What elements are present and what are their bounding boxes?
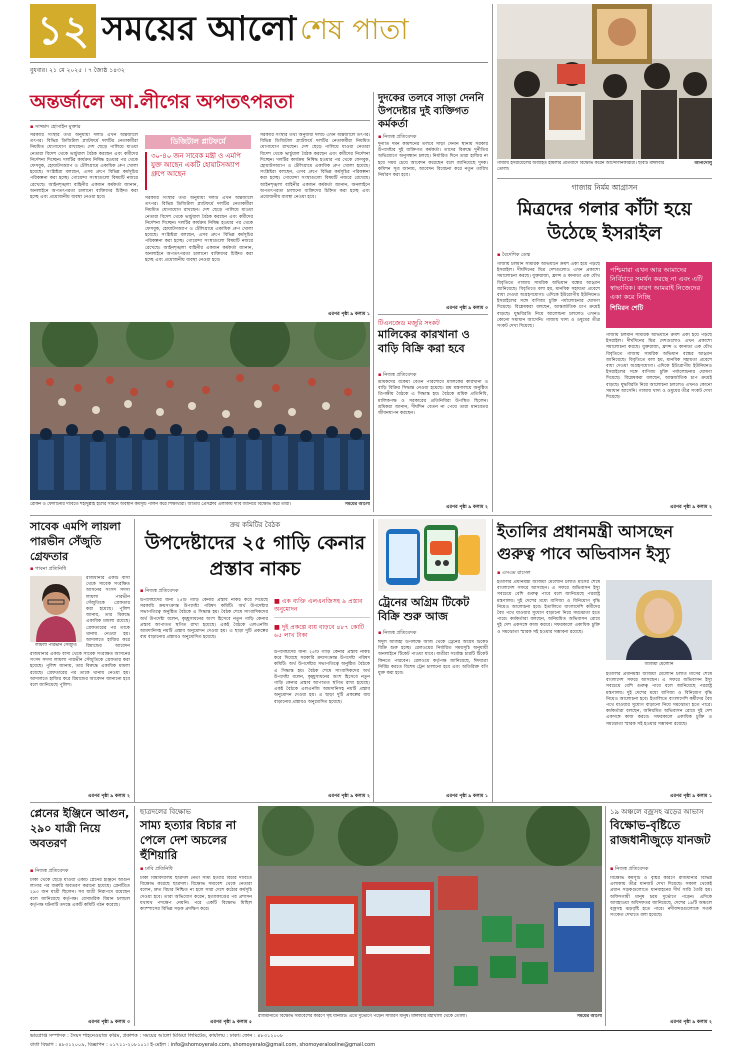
byline-bullet-icon: ▪ — [140, 588, 144, 594]
cars-body-col2: উপদেষ্টাদের জন্য ২৫টি গাড়ি কেনার প্রস্তাব নাকচ করে দিয়েছে সরকারি ক্রয়সংক্রান্ত উপদেষ্টা পরিষদ কমিটি। অর্থ উপদেষ্টার সভাপতিত্বে অনুষ্ঠিত বৈঠকে এ সিদ্ধান্ত হয়। বৈঠক শেষে সাংবাদিকদের অর্থ উপদেষ্টা বলেন, কৃচ্ছ্রসাধনের অংশ হিসেবে নতুন গাড়ি কেনার প্রস্তাব আপাতত স্থগিত রাখা হয়েছে। একই বৈঠকে এলএনজি আমদানিসহ নয়টি প্রস্তাব অনুমোদন দেওয়া হয়। এ ছাড়া দুটি প্রকল্পের ব্যয় বাড়ানোর প্রস্তাবও অনুমোদিত হয়েছে। — [274, 650, 370, 705]
lead-continued: এরপর পৃষ্ঠা ৯ কলাম ১ — [328, 312, 370, 317]
protest-continued: এরপর পৃষ্ঠা ৯ কলাম ৫ — [210, 1020, 252, 1025]
plane-byline-text: নিজস্ব প্রতিবেদক — [34, 868, 69, 874]
italy-portrait — [606, 580, 712, 660]
gaza-byline-text: বৈদেশিক ডেস্ক — [501, 252, 531, 258]
traffic-photo — [258, 806, 602, 1012]
lead-callout: ৩০-৪০ জন সাবেক মন্ত্রী ও এমপি যুক্ত আছেন একটি হোয়াটসঅ্যাপ গ্রুপে আছেন — [145, 152, 251, 190]
cars-byline-text: নিজস্ব প্রতিবেদক — [144, 588, 179, 594]
gaza-body-col1: গাজায় চলমান সামরিক অভিযানে ক্রমশ একা হয়ে পড়ছে ইসরাইল। দীর্ঘদিনের মিত্র দেশগুলোও এখন প্রকাশ্যে সমালোচনা করছে। যুক্তরাজ্য, ফ্রান্স ও কানাডা এক যৌথ বিবৃতিতে গাজায় সামরিক অভিযান বন্ধের আহ্বান জানিয়েছে। বিবৃতিতে বলা হয়, মানবিক সহায়তা প্রবেশে বাধা দেওয়া অগ্রহণযোগ্য। এদিকে ইউরোপীয় ইউনিয়নও ইসরাইলের সঙ্গে বাণিজ্য চুক্তি পর্যালোচনার ঘোষণা দিয়েছে। বিশ্লেষকরা বলছেন, আন্তর্জাতিক চাপ ক্রমেই বাড়ছে। যুদ্ধবিরতি নিয়ে আলোচনা চললেও এখনও কোনো সমাধান আসেনি। গাজায় খাদ্য ও ওষুধের তীব্র সংকট দেখা দিয়েছে। — [497, 262, 600, 330]
lead-photo-caption: রোকন ও ফেলানোর দাবিতে শহীদুল্লাহ হলের সামনে অবস্থান কর্মসূচি পালন করে শিক্ষার্থীরা। জাতীয় প্রেসক্লাব এলাকায় দাবি জানিয়ে বিক্ষোভ করে তারা। — [30, 502, 291, 507]
train-ticket-graphic — [378, 519, 486, 591]
train-continued: এরপর পৃষ্ঠা ৯ কলাম ১ — [446, 794, 488, 799]
mp-headline: সাবেক এমপি লায়লা পারভীন সেঁজুতি গ্রেফতার — [30, 520, 121, 563]
byline-bullet-icon: ▪ — [140, 866, 144, 872]
mid-page-rule — [30, 515, 712, 516]
mp-photo-label: লায়লা পারভীন সেঁজুতি — [35, 643, 77, 648]
mp-byline-text: পাবনা প্রতিনিধি — [34, 566, 67, 572]
rain-continued: এরপর পৃষ্ঠা ৯ কলাম ২ — [670, 1020, 712, 1025]
masthead — [0, 0, 492, 90]
bullet-square-icon: ■ — [274, 624, 280, 631]
rain-kicker: ১৯ অঞ্চলে বজ্রসহ ঝড়ের আভাস — [610, 808, 704, 816]
lead-tag-box: ডিজিটাল প্লাটফর্মে — [145, 135, 251, 149]
rain-divider — [605, 806, 606, 1026]
gaza-kicker: গাজায় নির্মম আগ্রাসন — [571, 183, 638, 192]
gaza-continued: এরপর পৃষ্ঠা ৯ কলাম ২ — [670, 505, 712, 510]
footer-imprint-line1: ভারপ্রাপ্ত সম্পাদক : সৈয়দ শাহনেওয়াজ করিম, প্রকাশক : সময়ের আলো মিডিয়া লিমিটেড, কার্যালয় : ঢাকা। ফোন : ৪৮৩১২০০৮ — [30, 1033, 284, 1039]
cars-kicker: ক্রয় কমিটির বৈঠক — [229, 521, 281, 529]
tickets-body: শ্রমিকদের বকেয়া বেতন পরিশোধে মালিকের কারখানা ও বাড়ি বিক্রির সিদ্ধান্ত নেওয়া হয়েছে। শ্রম মন্ত্রণালয়ে অনুষ্ঠিত ত্রিপক্ষীয় বৈঠকে এ সিদ্ধান্ত হয়। বৈঠকে শ্রমিক প্রতিনিধি, মালিকপক্ষ ও সরকারের প্রতিনিধিরা উপস্থিত ছিলেন। শ্রমিকরা জানান, দীর্ঘদিন বেতন না পেয়ে তারা মানবেতর জীবনযাপন করছেন। — [378, 380, 488, 417]
rain-headline: বিক্ষোভ-বৃষ্টিতে রাজধানীজুড়ে যানজট — [610, 818, 711, 847]
protest-headline: সাম্য হত্যার বিচার না পেলে দেশ অচলের হুঁশিয়ারি — [140, 818, 237, 862]
train-byline-text: নিজস্ব প্রতিবেদক — [382, 630, 417, 636]
byline-bullet-icon: ▪ — [30, 566, 34, 572]
rain-byline — [610, 866, 648, 874]
tickets-kicker: টিএনজেড মজুরি সংকট — [378, 319, 440, 327]
byline-bullet-icon: ▪ — [378, 372, 382, 378]
tickets-byline — [378, 372, 416, 380]
lead-byline-text: সাজ্জাদ হোসাইন মুক্তার — [34, 124, 81, 130]
protest-body: ঢাকা বিশ্ববিদ্যালয় ছাত্রদল নেতা সাম্য হত্যার বিচার দাবিতে বিক্ষোভ করেছে ছাত্রদল। বিক্ষোভ সমাবেশ থেকে নেতারা বলেন, দ্রুত বিচার নিশ্চিত না হলে সারা দেশে কঠোর কর্মসূচি দেওয়া হবে। তারা অভিযোগ করেন, হত্যাকাণ্ডের পর প্রশাসন যথাযথ পদক্ষেপ নেয়নি। পরে একটি বিক্ষোভ মিছিল ক্যাম্পাসের বিভিন্ন সড়ক প্রদক্ষিণ করে। — [140, 876, 252, 913]
cars-bullet-1-text: এক ব্যক্তি এলএনজিসহ ৯ প্রস্তাব অনুমোদন — [274, 598, 363, 613]
traffic-photo-credit: সময়ের আলো — [576, 1014, 602, 1019]
lead-headline: অন্তর্জালে আ.লীগের অপতৎপরতা — [30, 91, 294, 113]
lead-photo-crowd — [30, 322, 370, 500]
plane-body: ঢাকা থেকে ছেড়ে যাওয়া একটি প্লেনের ইঞ্জিনে আগুন লাগার পর জরুরি অবতরণ করানো হয়েছে। প্লেনটিতে ২৯০ জন যাত্রী ছিলেন। সব যাত্রী নিরাপদে রয়েছেন বলে জানিয়েছে কর্তৃপক্ষ। বেসামরিক বিমান চলাচল কর্তৃপক্ষ ঘটনাটি তদন্তে একটি কমিটি গঠন করেছে। — [30, 878, 130, 908]
gaza-rule — [497, 178, 712, 179]
protest-byline-text: ঢাবি প্রতিনিধি — [144, 866, 173, 872]
masthead-rule — [30, 62, 488, 63]
italy-headline: ইতালির প্রধানমন্ত্রী আসছেন গুরুত্ব পাবে অভিবাসন ইস্যু — [497, 522, 673, 563]
train-headline: ট্রেনের অগ্রিম টিকেট বিক্রি শুরু আজ — [378, 596, 470, 623]
plane-byline — [30, 868, 68, 876]
col-divider-right — [492, 4, 493, 512]
byline-bullet-icon: ▪ — [30, 868, 34, 874]
traffic-jam-image — [258, 806, 602, 1012]
dudok-rule — [378, 314, 488, 315]
footer-rule — [30, 1030, 712, 1031]
lead-byline — [30, 124, 81, 132]
cars-byline — [140, 588, 178, 596]
lower-page-rule — [30, 802, 712, 803]
cars-body-col1: উপদেষ্টাদের জন্য ২৫টি গাড়ি কেনার প্রস্তাব নাকচ করে দিয়েছে সরকারি ক্রয়সংক্রান্ত উপদেষ্টা পরিষদ কমিটি। অর্থ উপদেষ্টার সভাপতিত্বে অনুষ্ঠিত বৈঠকে এ সিদ্ধান্ত হয়। বৈঠক শেষে সাংবাদিকদের অর্থ উপদেষ্টা বলেন, কৃচ্ছ্রসাধনের অংশ হিসেবে নতুন গাড়ি কেনার প্রস্তাব আপাতত স্থগিত রাখা হয়েছে। একই বৈঠকে এলএনজি আমদানিসহ নয়টি প্রস্তাব অনুমোদন দেওয়া হয়। এ ছাড়া দুটি প্রকল্পের ব্যয় বাড়ানোর প্রস্তাবও অনুমোদিত হয়েছে। — [140, 598, 268, 641]
protest-divider — [134, 806, 135, 1026]
mp-portrait — [30, 576, 82, 642]
gaza-byline — [497, 252, 530, 260]
protest-kicker: ছাত্রদলের বিক্ষোভ — [140, 808, 191, 816]
train-ticket-icon — [378, 519, 486, 591]
col-divider-left — [373, 92, 374, 512]
traffic-photo-caption: রাজধানীতে বিক্ষোভ সমাবেশের কারণে সৃষ্ট যানজট। এতে দুর্ভোগে পড়েন সাধারণ মানুষ। মঙ্গলবার মহাখালী থেকে তোলা। — [258, 1014, 467, 1019]
protest-byline — [140, 866, 173, 874]
paper-name: সময়ের আলো — [102, 9, 297, 49]
gaza-photo-caption: গাজায় ইসরায়েলের অব্যাহত হামলার প্রতিবাদে বিক্ষোভ করেন আন্দোলনকারীরা। ছবিটি মঙ্গলবার তোলা। — [497, 161, 665, 172]
date-line: বুধবার। ২১ মে ২০২৫ । ৭ জ্যৈষ্ঠ ১৪৩২ — [30, 67, 125, 74]
byline-bullet-icon: ▪ — [378, 134, 382, 140]
lead-photo-credit: সময়ের আলো — [344, 502, 370, 507]
byline-bullet-icon: ▪ — [497, 252, 501, 258]
mp-continued: এরপর পৃষ্ঠা ৯ কলাম ২ — [88, 794, 130, 799]
dudok-continued: এরপর পৃষ্ঠা ৯ কলাম ৩ — [446, 306, 488, 311]
gaza-quote-box — [606, 262, 712, 328]
cars-continued: এরপর পৃষ্ঠা ৯ কলাম ২ — [328, 794, 370, 799]
dudok-body: দুর্নীতি দমন কমিশনের তলবে সাড়া দেননি স্থানীয় সরকার উপদেষ্টার দুই ব্যক্তিগত কর্মকর্তা। তাদের বিরুদ্ধে দুর্নীতির অভিযোগে অনুসন্ধান চলছে। নির্ধারিত দিনে তারা হাজির না হয়ে সময় চেয়ে আবেদন করেছেন বলে জানিয়েছে দুদক। কমিশন সূত্র জানায়, আবেদন বিবেচনা করে নতুন তারিখ নির্ধারণ করা হবে। — [378, 142, 488, 179]
gaza-protest-image — [497, 4, 712, 159]
footer-imprint-line2: বার্তা বিভাগ : ৪৮৩১২০০৯, বিজ্ঞাপন : ০১৭১১-২০৮১০১। ই-মেইল : info@shomoyeralo.com, shomoyeralo@gmail.com, shomoyeralooline@gmail.com — [30, 1042, 376, 1048]
byline-bullet-icon: ▪ — [378, 630, 382, 636]
italy-divider — [492, 519, 493, 802]
train-byline — [378, 630, 416, 638]
italy-byline — [497, 570, 531, 578]
lead-headline-rule — [30, 120, 370, 121]
dudok-headline: দুদকের তলবে সাড়া দেননি উপদেষ্টার দুই ব্যক্তিগত কর্মকর্তা — [378, 93, 484, 130]
tickets-byline-text: নিজস্ব প্রতিবেদক — [382, 372, 417, 378]
cars-bullet-1 — [274, 598, 370, 618]
cars-divider — [134, 519, 135, 802]
byline-bullet-icon: ▪ — [497, 570, 501, 576]
lead-body-col2: সরকারি সংস্থার তথ্য অনুযায়ী দলটি এখন অন্তর্জালে তৎপর। বিভিন্ন ডিজিটাল প্ল্যাটফর্মে দলটির নেতাকর্মীরা নিয়মিত যোগাযোগ রাখছেন। দেশ ছেড়ে পালিয়ে যাওয়া নেতারা বিদেশ থেকে ভার্চুয়াল বৈঠক করছেন এবং কর্মীদের নির্দেশনা দিচ্ছেন। দলটির কার্যক্রম নিষিদ্ধ হওয়ার পর থেকে ফেসবুক, হোয়াটসঅ্যাপ ও টেলিগ্রামে একাধিক গ্রুপ খোলা হয়েছে। সংশ্লিষ্টরা বলছেন, এসব গ্রুপে বিভিন্ন কর্মসূচির পরিকল্পনা করা হচ্ছে। গোয়েন্দা সংস্থাগুলো বিষয়টি নজরে রেখেছে। আইনশৃঙ্খলা বাহিনীর একজন কর্মকর্তা জানান, অনলাইনে অপতৎপরতা চালানো ব্যক্তিদের চিহ্নিত করা হচ্ছে এবং প্রয়োজনীয় ব্যবস্থা নেওয়া হবে। — [145, 196, 253, 264]
italy-byline-text: এসএম রাসেল — [501, 570, 531, 576]
byline-bullet-icon: ▪ — [30, 124, 34, 130]
lead-body-col3: সরকারি সংস্থার তথ্য অনুযায়ী দলটি এখন অন্তর্জালে তৎপর। বিভিন্ন ডিজিটাল প্ল্যাটফর্মে দলটির নেতাকর্মীরা নিয়মিত যোগাযোগ রাখছেন। দেশ ছেড়ে পালিয়ে যাওয়া নেতারা বিদেশ থেকে ভার্চুয়াল বৈঠক করছেন এবং কর্মীদের নির্দেশনা দিচ্ছেন। দলটির কার্যক্রম নিষিদ্ধ হওয়ার পর থেকে ফেসবুক, হোয়াটসঅ্যাপ ও টেলিগ্রামে একাধিক গ্রুপ খোলা হয়েছে। সংশ্লিষ্টরা বলছেন, এসব গ্রুপে বিভিন্ন কর্মসূচির পরিকল্পনা করা হচ্ছে। গোয়েন্দা সংস্থাগুলো বিষয়টি নজরে রেখেছে। আইনশৃঙ্খলা বাহিনীর একজন কর্মকর্তা জানান, অনলাইনে অপতৎপরতা চালানো ব্যক্তিদের চিহ্নিত করা হচ্ছে এবং প্রয়োজনীয় ব্যবস্থা নেওয়া হবে। — [260, 133, 370, 201]
cars-bullet-2-text: দুই প্রকল্পে ব্যয় বাড়বে ৪৮৭ কোটি ৬৫ লাখ টাকা — [274, 624, 365, 639]
train-body: ঈদুল আজহা উপলক্ষে আজ থেকে ট্রেনের অগ্রিম টিকেট বিক্রি শুরু হচ্ছে। রেলওয়ের নির্ধারিত সময়সূচি অনুযায়ী অনলাইনে টিকেট পাওয়া যাবে। যাত্রীরা সর্বোচ্চ চারটি টিকেট কিনতে পারবেন। রেলওয়ে কর্তৃপক্ষ জানিয়েছে, ঈদযাত্রা নির্বিঘ্ন করতে বিশেষ ট্রেন চালানো হবে এবং অতিরিক্ত বগি যুক্ত করা হবে। — [378, 640, 488, 677]
gaza-photo-credit: আনাদোলু — [694, 161, 712, 166]
cars-headline: উপদেষ্টাদের ২৫ গাড়ি কেনার প্রস্তাব নাকচ — [144, 532, 366, 580]
crowd-image — [30, 322, 370, 500]
mp-body-a: রাজধানীর একটি বাসা থেকে সাবেক সংরক্ষিত আসনের সংসদ সদস্য লায়লা পারভীন সেঁজুতিকে গ্রেফতার করা হয়েছে। পুলিশ জানায়, তার বিরুদ্ধে একাধিক মামলা রয়েছে। গ্রেফতারের পর তাকে থানায় নেওয়া হয়। আদালতে হাজির করে রিমান্ডের আবেদন — [86, 576, 130, 650]
mp-body-b: রাজধানীর একটি বাসা থেকে সাবেক সংরক্ষিত আসনের সংসদ সদস্য লায়লা পারভীন সেঁজুতিকে গ্রেফতার করা হয়েছে। পুলিশ জানায়, তার বিরুদ্ধে একাধিক মামলা রয়েছে। গ্রেফতারের পর তাকে থানায় নেওয়া হয়। আদালতে হাজির করে রিমান্ডের আবেদন জানানো হবে বলে জানিয়েছে পুলিশ। — [30, 652, 130, 689]
gaza-headline: মিত্রদের গলার কাঁটা হয়ে উঠেছে ইসরাইল — [517, 199, 692, 244]
gaza-body-col2: গাজায় চলমান সামরিক অভিযানে ক্রমশ একা হয়ে পড়ছে ইসরাইল। দীর্ঘদিনের মিত্র দেশগুলোও এখন প্রকাশ্যে সমালোচনা করছে। যুক্তরাজ্য, ফ্রান্স ও কানাডা এক যৌথ বিবৃতিতে গাজায় সামরিক অভিযান বন্ধের আহ্বান জানিয়েছে। বিবৃতিতে বলা হয়, মানবিক সহায়তা প্রবেশে বাধা দেওয়া অগ্রহণযোগ্য। এদিকে ইউরোপীয় ইউনিয়নও ইসরাইলের সঙ্গে বাণিজ্য চুক্তি পর্যালোচনার ঘোষণা দিয়েছে। বিশ্লেষকরা বলছেন, আন্তর্জাতিক চাপ ক্রমেই বাড়ছে। যুদ্ধবিরতি নিয়ে আলোচনা চললেও এখনও কোনো সমাধান আসেনি। গাজায় খাদ্য ও ওষুধের তীব্র সংকট দেখা দিয়েছে। — [606, 333, 712, 401]
gaza-quote-text: পশ্চিমারা এখন আর আমাদের নির্বিচারে সমর্থন করছে না এবং এটি স্বাভাবিক। কারণ আমরাই নিজেদের একা করে নিচ্ছি — [610, 266, 703, 301]
italy-continued: এরপর পৃষ্ঠা ৯ কলাম ১ — [670, 794, 712, 799]
mp-portrait-image — [30, 576, 82, 642]
page-number-badge: ১২ — [30, 4, 96, 58]
tickets-headline: মালিকের কারখানা ও বাড়ি বিক্রি করা হবে — [378, 328, 470, 355]
plane-continued: এরপর পৃষ্ঠা ৯ কলাম ৩ — [88, 1020, 130, 1025]
italy-body-col2: ইতালির প্রধানমন্ত্রী জর্জিয়া মেলোনি চলতি মাসের শেষে বাংলাদেশ সফরে আসছেন। এ সফরে অভিবাসন ইস্যু সবচেয়ে বেশি গুরুত্ব পাবে বলে জানিয়েছে পররাষ্ট্র মন্ত্রণালয়। দুই দেশের মধ্যে বাণিজ্য ও বিনিয়োগ বৃদ্ধি নিয়েও আলোচনা হবে। ইতালিতে বাংলাদেশি কর্মীদের বৈধ পথে যাওয়ার সুযোগ বাড়ানো নিয়ে সমঝোতা হতে পারে। কর্মকর্তারা বলছেন, অনিয়মিত অভিবাসন রোধে দুই দেশ একসঙ্গে কাজ করবে। সফরকালে একাধিক চুক্তি ও সমঝোতা স্মারক সই হওয়ার সম্ভাবনা রয়েছে। — [606, 672, 712, 727]
italy-body-col1: ইতালির প্রধানমন্ত্রী জর্জিয়া মেলোনি চলতি মাসের শেষে বাংলাদেশ সফরে আসছেন। এ সফরে অভিবাসন ইস্যু সবচেয়ে বেশি গুরুত্ব পাবে বলে জানিয়েছে পররাষ্ট্র মন্ত্রণালয়। দুই দেশের মধ্যে বাণিজ্য ও বিনিয়োগ বৃদ্ধি নিয়েও আলোচনা হবে। ইতালিতে বাংলাদেশি কর্মীদের বৈধ পথে যাওয়ার সুযোগ বাড়ানো নিয়ে সমঝোতা হতে পারে। কর্মকর্তারা বলছেন, অনিয়মিত অভিবাসন রোধে দুই দেশ একসঙ্গে কাজ করবে। সফরকালে একাধিক চুক্তি ও সমঝোতা স্মারক সই হওয়ার সম্ভাবনা রয়েছে। — [497, 580, 600, 635]
dudok-byline — [378, 134, 416, 142]
bullet-square-icon: ■ — [274, 598, 280, 605]
lead-body-col1: সরকারি সংস্থার তথ্য অনুযায়ী দলটি এখন অন্তর্জালে তৎপর। বিভিন্ন ডিজিটাল প্ল্যাটফর্মে দলটির নেতাকর্মীরা নিয়মিত যোগাযোগ রাখছেন। দেশ ছেড়ে পালিয়ে যাওয়া নেতারা বিদেশ থেকে ভার্চুয়াল বৈঠক করছেন এবং কর্মীদের নির্দেশনা দিচ্ছেন। দলটির কার্যক্রম নিষিদ্ধ হওয়ার পর থেকে ফেসবুক, হোয়াটসঅ্যাপ ও টেলিগ্রামে একাধিক গ্রুপ খোলা হয়েছে। সংশ্লিষ্টরা বলছেন, এসব গ্রুপে বিভিন্ন কর্মসূচির পরিকল্পনা করা হচ্ছে। গোয়েন্দা সংস্থাগুলো বিষয়টি নজরে রেখেছে। আইনশৃঙ্খলা বাহিনীর একজন কর্মকর্তা জানান, অনলাইনে অপতৎপরতা চালানো ব্যক্তিদের চিহ্নিত করা হচ্ছে এবং প্রয়োজনীয় ব্যবস্থা নেওয়া হবে। — [30, 133, 138, 201]
train-divider — [373, 519, 374, 802]
cars-bullet-2 — [274, 624, 370, 640]
rain-byline-text: নিজস্ব প্রতিবেদক — [614, 866, 649, 872]
plane-headline: প্লেনের ইঞ্জিনে আগুন, ২৯০ যাত্রী নিয়ে অবতরণ — [30, 807, 130, 850]
mp-byline — [30, 566, 66, 574]
byline-bullet-icon: ▪ — [610, 866, 614, 872]
gaza-quote-source: শিমিরন শেটি — [610, 304, 644, 312]
tickets-continued: এরপর পৃষ্ঠা ৯ কলাম ২ — [446, 505, 488, 510]
italy-photo-label: জর্জিয়া মেলোনি — [644, 662, 674, 667]
rain-body: বিক্ষোভ কর্মসূচি ও বৃষ্টির কারণে রাজধানীর বিভিন্ন এলাকায় তীব্র যানজট দেখা দিয়েছে। সকাল থেকেই প্রধান সড়কগুলোতে যানবাহনের দীর্ঘ সারি তৈরি হয়। অফিসগামী মানুষ চরম দুর্ভোগে পড়েন। এদিকে আবহাওয়া অধিদফতর জানিয়েছে, দেশের ১৯টি অঞ্চলে বজ্রসহ ঝড়বৃষ্টি হতে পারে। নদীবন্দরগুলোকে সতর্ক সংকেত দেখাতে বলা হয়েছে। — [610, 876, 712, 919]
italy-pm-portrait-image — [606, 580, 712, 660]
gaza-photo — [497, 4, 712, 159]
page-label: শেষ পাতা — [300, 13, 409, 46]
dudok-byline-text: নিজস্ব প্রতিবেদক — [382, 134, 417, 140]
